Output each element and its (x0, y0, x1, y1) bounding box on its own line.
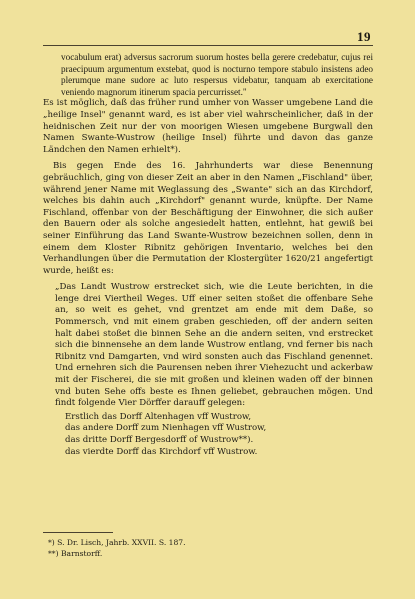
body-text (43, 52, 373, 458)
header-rule (43, 45, 373, 46)
footnote-1: *) S. Dr. Lisch, Jahrb. XXVII. S. 187. (48, 538, 186, 547)
footnotes (48, 537, 186, 559)
village-list (65, 412, 373, 458)
village-item: das andere Dorff zum Nienhagen vff Wustrow, (65, 423, 267, 434)
village-item: das dritte Dorff Bergesdorff of Wustrow**). (65, 435, 254, 445)
paragraph-heilige-insel: Es ist möglich, daß das früher rund umher von Wasser umgebene Land die „heilige Insel" genannt ward, es ist aber viel wahrscheinlicher, daß in der heidnischen Zeit nur der von moorigen Wiesen umgebene Burgwall den Namen Swante-Wustrow (heilige Insel) führte und davon das ganze Ländchen den Namen erhielt*). (43, 98, 373, 155)
village-item: das vierdte Dorff das Kirchdorf vff Wustrow. (65, 446, 258, 457)
footnote-2: **) Barnstorff. (48, 549, 103, 559)
latin-quote-paragraph: vocabulum erat) adversus sacrorum suorum hostes bella gerere credebatur, cujus rei praecipuum argumentum exstebat, quod is nocturno tempore stabulo insistens adeo plerumque mane sudore ac luto respersus videbatur, tanquam ab exercitatione veniendo magnorum itinerum spacia percurrisset." (61, 52, 373, 97)
page-number: 19 (357, 29, 371, 44)
paragraph-fischland: Bis gegen Ende des 16. Jahrhunderts war diese Benennung gebräuchlich, ging von dieser Zeit an aber in den Namen „Fischland" über, während jener Name mit Weglassung des „Swante" sich an das Kirchdorf, welches bis dahin auch „Kirchdorf" genannt wurde, knüpfte. Der Name Fischland, offenbar von der Beschäftigung der Einwohner, die sich außer den Bauern oder als solche angesiedelt hatten, entlehnt, hat gewiß bei seiner Einführung das Land Swante-Wustrow bezeichnen sollen, denn in einem dem Kloster Ribnitz gehörigen Inventario, welches bei den Verhandlungen über die Permutation der Klostergüter 1620/21 angefertigt wurde, heißt es: (43, 161, 373, 276)
footnote-rule (43, 532, 113, 533)
village-item: Erstlich das Dorff Altenhagen vff Wustrow, (65, 411, 252, 422)
inventory-quote-paragraph: „Das Landt Wustrow erstrecket sich, wie die Leute berichten, in die lenge drei Viertheil Weges. Uff einer seiten stoßet die offenbare Sehe an, so weit es gehet, vnd grentzet am ende mit dem Daße, so Pommersch, vnd mit einem graben geschieden, off der andern seiten halt dabei stoßet die binnen Sehe an die andern seiten, vnd erstrecket sich die binnensehe an dem lande Wustrow entlang, vnd ferner bis nach Ribnitz vnd Damgarten, vnd wird sonsten auch das Fischland genennet. Und ernehren sich die Paurensen neben ihrer Viehezucht und ackerbaw mit der Fischerei, die sie mit großen und kleinen waden off der binnen vnd buten Sehe offs beste es Ihnen geliebet, gebrauchen mögen. Und findt folgende Vier Dörffer darauff gelegen: (55, 282, 373, 409)
